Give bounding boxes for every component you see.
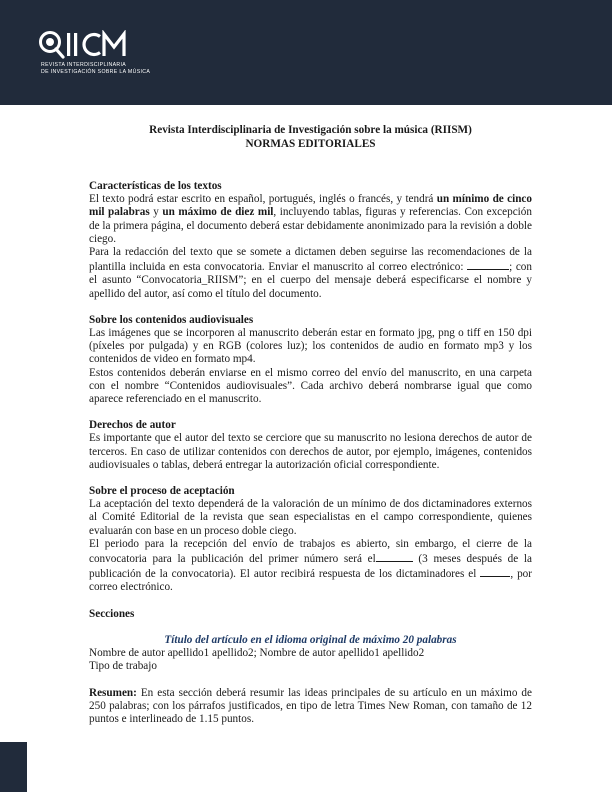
- journal-logo: [38, 30, 151, 80]
- paragraph-textos-2: [89, 246, 532, 301]
- text-span: Para la redacción del texto que se somete a dictamen deben seguirse las recomendaciones de la plantilla incluida en esta convocatoria. Enviar el manuscrito al correo electrónico:: [89, 246, 532, 274]
- document-title: [89, 124, 532, 151]
- heading-audiovisuales: Sobre los contenidos audiovisuales: [89, 313, 254, 326]
- paragraph-textos-1: [89, 193, 532, 246]
- article-work-type: Tipo de trabajo: [89, 660, 157, 673]
- article-title: Título del artículo en el idioma original de máximo 20 palabras: [164, 633, 457, 646]
- bold-min-words: un mínimo de cinco mil palabras: [89, 193, 532, 219]
- heading-secciones: Secciones: [89, 607, 135, 620]
- bold-max-words: un máximo de diez mil: [162, 206, 274, 219]
- section-aceptacion: [89, 485, 532, 595]
- heading-aceptacion: Sobre el proceso de aceptación: [89, 485, 235, 498]
- section-derechos: [89, 419, 532, 472]
- document-body: [89, 124, 532, 726]
- footer-left-strip: [0, 742, 27, 792]
- title-line2: NORMAS EDITORIALES: [245, 137, 376, 150]
- paragraph-aceptacion-1: La aceptación del texto dependerá de la valoración de un mínimo de dos dictaminadores externos al Comité Editorial de la revista que sean especialistas en el campo correspondiente, quienes evaluarán con base en un proceso doble ciego.: [89, 498, 532, 537]
- header-band: [0, 0, 612, 105]
- text-span: , por correo electrónico.: [89, 568, 532, 594]
- deadline-blank: [376, 551, 413, 562]
- paragraph-resumen: [89, 687, 532, 727]
- logo-subtitle-line1: REVISTA INTERDISCIPLINARIA: [41, 62, 127, 68]
- article-authors: Nombre de autor apellido1 apellido2; Nombre de autor apellido1 apellido2: [89, 647, 425, 660]
- title-line1: Revista Interdisciplinaria de Investigación sobre la música (RIISM): [149, 124, 472, 136]
- text-span: , incluyendo tablas, figuras y referencias. Con excepción de la primera página, el documento deberá estar debidamente anonimizado para la revisión a doble ciego.: [89, 206, 532, 245]
- text-span: y: [149, 206, 163, 219]
- text-span: (3 meses después de la publicación de la convocatoria). El autor recibirá respuesta de los dictaminadores el: [89, 553, 532, 581]
- paragraph-derechos-1: Es importante que el autor del texto se cerciore que su manuscrito no lesiona derechos de autor de terceros. En caso de utilizar contenidos con derechos de autor, por ejemplo, imágenes, contenidos audiovisuales o tablas, deberá entregar la autorización oficial correspondiente.: [89, 432, 532, 471]
- text-span: El periodo para la recepción del envío de trabajos es abierto, sin embargo, el cierre de la convocatoria para la publicación del primer número será el: [89, 537, 532, 566]
- paragraph-audiovisuales-2: Estos contenidos deberán enviarse en el mismo correo del envío del manuscrito, en una carpeta con el nombre “Contenidos audiovisuales”. Cada archivo deberá nombrarse igual que como aparece referenciado en el manuscrito.: [89, 366, 532, 406]
- resumen-label: Resumen:: [89, 686, 137, 699]
- response-date-blank: [480, 566, 510, 577]
- section-textos: [89, 180, 532, 301]
- logo-subtitle-line2: DE INVESTIGACIÓN SOBRE LA MÚSICA: [41, 68, 151, 75]
- section-secciones: [89, 608, 532, 726]
- heading-textos: Características de los textos: [89, 180, 222, 192]
- section-audiovisuales: [89, 314, 532, 406]
- heading-derechos: Derechos de autor: [89, 419, 176, 432]
- resumen-text: En esta sección deberá resumir las ideas principales de su artículo en un máximo de 250 palabras; con los párrafos justificados, en tipo de letra Times New Roman, con tamaño de 12 puntos e interlineado de 1.15 puntos.: [89, 686, 532, 725]
- text-span: ; con el asunto “Convocatoria_RIISM”; en el cuerpo del mensaje deberá especificarse el nombre y apellido del autor, así como el título del documento.: [89, 261, 532, 300]
- email-blank: [467, 259, 509, 270]
- logo-mark-icon: [38, 30, 130, 60]
- paragraph-audiovisuales-1: Las imágenes que se incorporen al manuscrito deberán estar en formato jpg, png o tiff en 150 dpi (píxeles por pulgada) y en RGB (colores luz); los contenidos de audio en formato mp3 y los contenidos de video en formato mp4.: [89, 327, 532, 366]
- text-span: El texto podrá estar escrito en español, portugués, inglés o francés, y tendrá: [89, 193, 437, 206]
- paragraph-aceptacion-2: [89, 538, 532, 595]
